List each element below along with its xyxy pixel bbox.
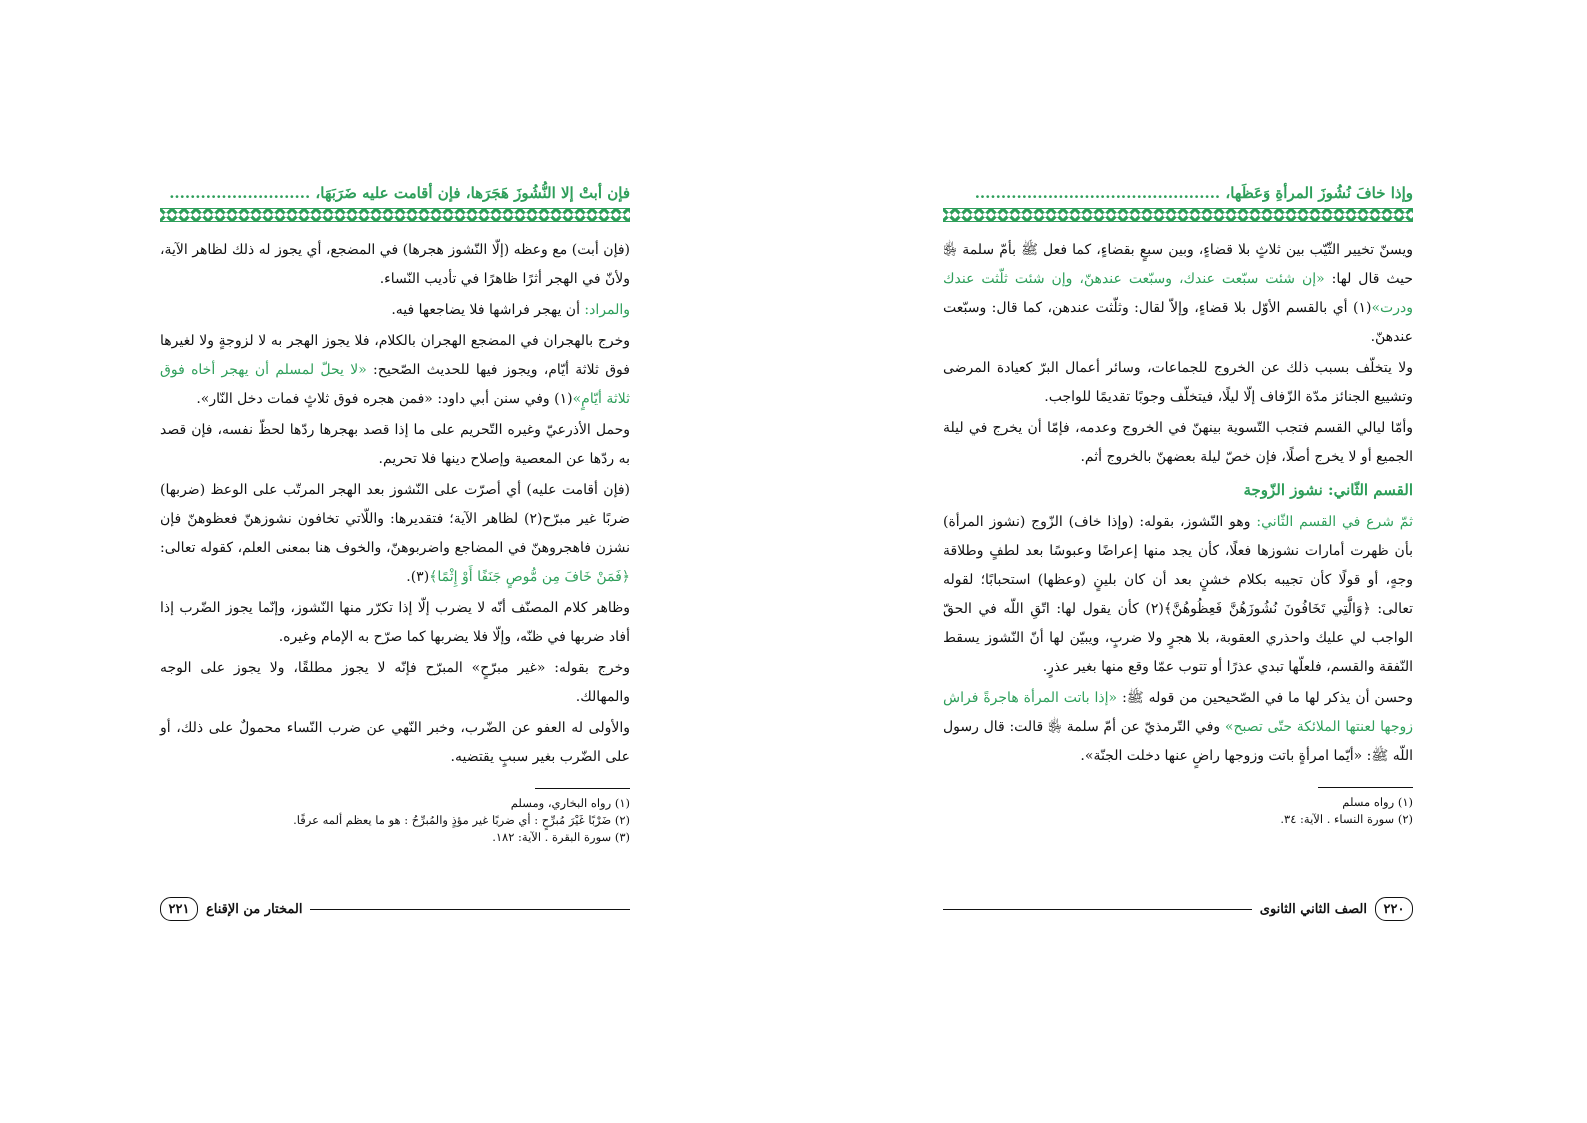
running-head: وإذا خافَ نُشُوزَ المرأةِ وَعَظَها، ............................................... xyxy=(974,184,1413,202)
paragraph: وحمل الأذرعيّ وغيره التّحريم على ما إذا قصد بهجرها ردّها لحظّ نفسه، فإن قصد به ردّها عن المعصية وإصلاح دينها فلا تحريم. xyxy=(160,422,630,467)
section-heading: القسم الثّاني: نشوز الزّوجة xyxy=(1243,481,1413,499)
paragraph: وحسن أن يذكر لها ما في الصّحيحين من قوله ﷺ: «إذا باتت المرأة هاجرةً فراش زوجها لعنتها الملائكة حتّى تصبح» وفي التّرمذيّ عن أمّ سلمة ﵂ قالت: قال رسول اللّه ﷺ: «أيّما امرأةٍ باتت وزوجها راضٍ عنها دخلت الجنّة». xyxy=(943,690,1413,764)
paragraph: ثمّ شرع في القسم الثّاني: وهو النّشوز، بقوله: (وإذا خاف) الزّوج (نشوز المرأة) بأن ظهرت أمارات نشوزها فعلًا، كأن يجد منها إعراضًا وعبوسًا بعد لطفٍ وطلاقة وجهٍ، أو قولًا كأن تجيبه بكلام خشنٍ بعد أن كان بلينٍ (وعظها) استحبابًا؛ لقوله تعالى: ﴿وَالَّتِي تَخَافُونَ نُشُوزَهُنَّ فَعِظُوهُنَّ﴾(٢) كأن يقول لها: اتّقِ اللّه في الحقّ الواجب لي عليك واحذري العقوبة، بلا هجرٍ ولا ضربٍ، ويبيّن لها أنّ النّشوز يسقط النّفقة والقسم، فلعلّها تبدي عذرًا أو تتوب عمّا وقع منها بغير عذرٍ. xyxy=(943,514,1414,675)
page-number: ٢٢١ xyxy=(160,897,198,921)
left-page xyxy=(160,180,631,917)
ornamental-border xyxy=(943,208,1413,222)
running-head: فإن أبتْ إلا النُّشُوزَ هَجَرَها، فإن أقامت عليه ضَرَبَهَا، ........................... xyxy=(169,184,630,202)
footnote: (٢) سورة النساء . الآية: ٣٤. xyxy=(1280,812,1413,826)
footnote-divider xyxy=(535,788,630,789)
footer-rule xyxy=(310,909,630,910)
right-page xyxy=(943,180,1414,917)
footnote-divider xyxy=(1318,787,1413,788)
paragraph: والأولى له العفو عن الضّرب، وخبر النّهي عن ضرب النّساء محمولٌ على ذلك، أو على الضّرب بغير سببٍ يقتضيه. xyxy=(160,720,631,765)
paragraph: (فإن أبت) مع وعظه (إلّا النّشوز هجرها) في المضجع، أي يجوز له ذلك لظاهر الآية، ولأنّ في الهجر أثرًا ظاهرًا في تأديب النّساء. xyxy=(160,242,630,287)
footer-title: الصف الثاني الثانوى xyxy=(1259,901,1367,917)
page-footer xyxy=(160,898,630,920)
paragraph: والمراد: أن يهجر فراشها فلا يضاجعها فيه. xyxy=(391,302,630,318)
footer-rule xyxy=(943,909,1252,910)
paragraph: وأمّا ليالي القسم فتجب التّسوية بينهنّ في الخروج وعدمه، فإمّا أن يخرج في ليلة الجميع أو لا يخرج أصلًا، فإن خصّ ليلة بعضهنّ بالخروج أثم. xyxy=(943,420,1413,465)
footnote: (١) رواه مسلم xyxy=(1342,795,1413,809)
paragraph: ويسنّ تخيير الثّيّب بين ثلاثٍ بلا قضاءٍ، وبين سبعٍ بقضاءٍ، كما فعل ﷺ بأمّ سلمة ﵂ حيث قال لها: «إن شئت سبّعت عندك، وسبّعت عندهنّ، وإن شئت ثلّثت عندك ودرت»(١) أي بالقسم الأوّل بلا قضاءٍ، وإلاّ لقال: وثلّثت عندهن، كما قال: وسبّعت عندهنّ. xyxy=(943,242,1413,345)
footnote: (١) رواه البخاري، ومسلم xyxy=(510,796,630,810)
paragraph: وخرج بقوله: «غير مبرّحٍ» المبرّح فإنّه لا يجوز مطلقًا، ولا يجوز على الوجه والمهالك. xyxy=(160,660,630,705)
paragraph: وظاهر كلام المصنّف أنّه لا يضرب إلّا إذا تكرّر منها النّشوز، وإنّما يجوز الضّرب إذا أفاد ضربها في ظنّه، وإلّا فلا يضربها كما صرّح به الإمام وغيره. xyxy=(160,600,630,645)
page-footer xyxy=(943,898,1413,920)
paragraph: (فإن أقامت عليه) أي أصرّت على النّشوز بعد الهجر المرتّب على الوعظ (ضربها) ضربًا غير مبرّح(٢) لظاهر الآية؛ فتقديرها: واللّاتي تخافون نشوزهنّ فعظوهنّ فإن نشزن فاهجروهنّ في المضاجع واضربوهنّ، والخوف هنا بمعنى العلم، كقوله تعالى: ﴿فَمَنْ خَافَ مِن مُّوصٍ جَنَفًا أَوْ إِثْمًا﴾(٣). xyxy=(160,482,630,585)
page-number: ٢٢٠ xyxy=(1375,897,1413,921)
paragraph: ولا يتخلّف بسبب ذلك عن الخروج للجماعات، وسائر أعمال البرّ كعيادة المرضى وتشييع الجنائز مدّة الزّفاف إلّا ليلًا، فيتخلّف وجوبًا تقديمًا للواجب. xyxy=(943,360,1413,405)
paragraph: وخرج بالهجران في المضجع الهجران بالكلام، فلا يجوز الهجر به لا لزوجةٍ ولا لغيرها فوق ثلاثة أيّام، ويجوز فيها للحديث الصّحيح: «لا يحلّ لمسلم أن يهجر أخاه فوق ثلاثة أيّامٍ»(١) وفي سنن أبي داود: «فمن هجره فوق ثلاثٍ فمات دخل النّار». xyxy=(160,333,630,407)
footer-title: المختار من الإقناع xyxy=(206,901,303,917)
ornamental-border xyxy=(160,208,630,222)
footnote: (٢) ضَرْبًا غَيْرَ مُبرِّحٍ : أي ضربًا غير مؤذٍ والمُبرِّحُ : هو ما يعظم ألمه عرفًا. xyxy=(293,813,630,827)
footnote: (٣) سورة البقرة . الآية: ١٨٢. xyxy=(492,830,630,844)
